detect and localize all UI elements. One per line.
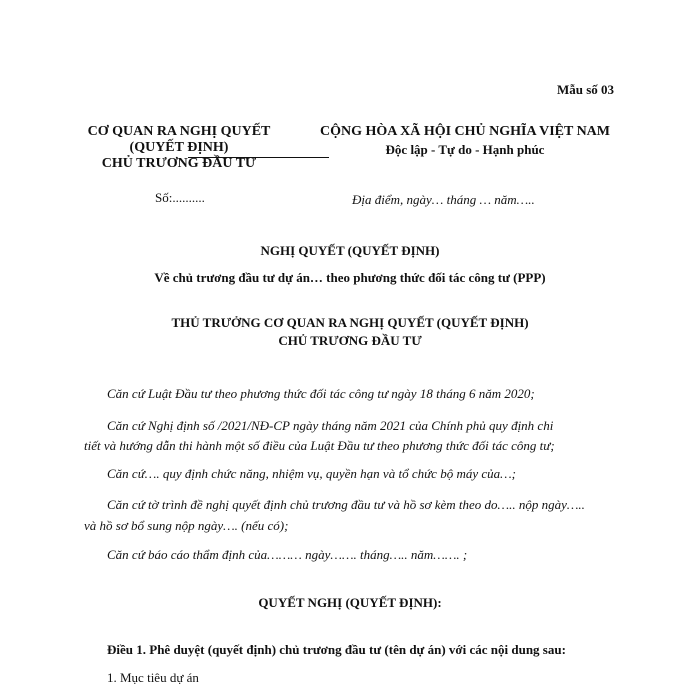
ground-line: Căn cứ tờ trình đề nghị quyết định chủ trương đầu tư và hồ sơ kèm theo do….. nộp ngày….. (107, 497, 585, 512)
item-1: 1. Mục tiêu dự án (107, 670, 199, 685)
ground-line: Căn cứ Luật Đầu tư theo phương thức đối tác công tư ngày 18 tháng 6 năm 2020; (107, 386, 535, 401)
ground-line: Căn cứ báo cáo thẩm định của……… ngày……. tháng….. năm……. ; (107, 547, 468, 562)
issuing-agency-line3: CHỦ TRƯƠNG ĐẦU TƯ (101, 156, 257, 171)
document-title: NGHỊ QUYẾT (QUYẾT ĐỊNH) (260, 243, 440, 258)
country-name: CỘNG HÒA XÃ HỘI CHỦ NGHĨA VIỆT NAM (319, 124, 610, 139)
ground-line: tiết và hướng dẫn thi hành một số điều của Luật Đầu tư theo phương thức đối tác công tư; (84, 438, 555, 453)
authority-line1: THỦ TRƯỞNG CƠ QUAN RA NGHỊ QUYẾT (QUYẾT ĐỊNH) (171, 315, 529, 330)
document-number: Số:.......... (155, 190, 205, 205)
article-1: Điều 1. Phê duyệt (quyết định) chủ trương đầu tư (tên dự án) với các nội dung sau: (107, 642, 566, 657)
resolve-heading: QUYẾT NGHỊ (QUYẾT ĐỊNH): (258, 595, 442, 610)
ground-line: Căn cứ Nghị định số /2021/NĐ-CP ngày tháng năm 2021 của Chính phủ quy định chi (107, 418, 554, 433)
national-motto: Độc lập - Tự do - Hạnh phúc (385, 142, 545, 157)
place-date: Địa điểm, ngày… tháng … năm….. (352, 192, 535, 207)
form-number: Mẫu số 03 (557, 82, 615, 97)
authority-line2: CHỦ TRƯƠNG ĐẦU TƯ (278, 333, 422, 348)
issuing-agency-line2: (QUYẾT ĐỊNH) (129, 140, 229, 155)
issuing-agency-line1: CƠ QUAN RA NGHỊ QUYẾT (87, 124, 271, 139)
document-subtitle: Về chủ trương đầu tư dự án… theo phương thức đối tác công tư (PPP) (154, 270, 546, 285)
ground-line: Căn cứ…. quy định chức năng, nhiệm vụ, quyền hạn và tổ chức bộ máy của…; (107, 466, 517, 481)
ground-line: và hồ sơ bổ sung nộp ngày…. (nếu có); (84, 518, 289, 533)
